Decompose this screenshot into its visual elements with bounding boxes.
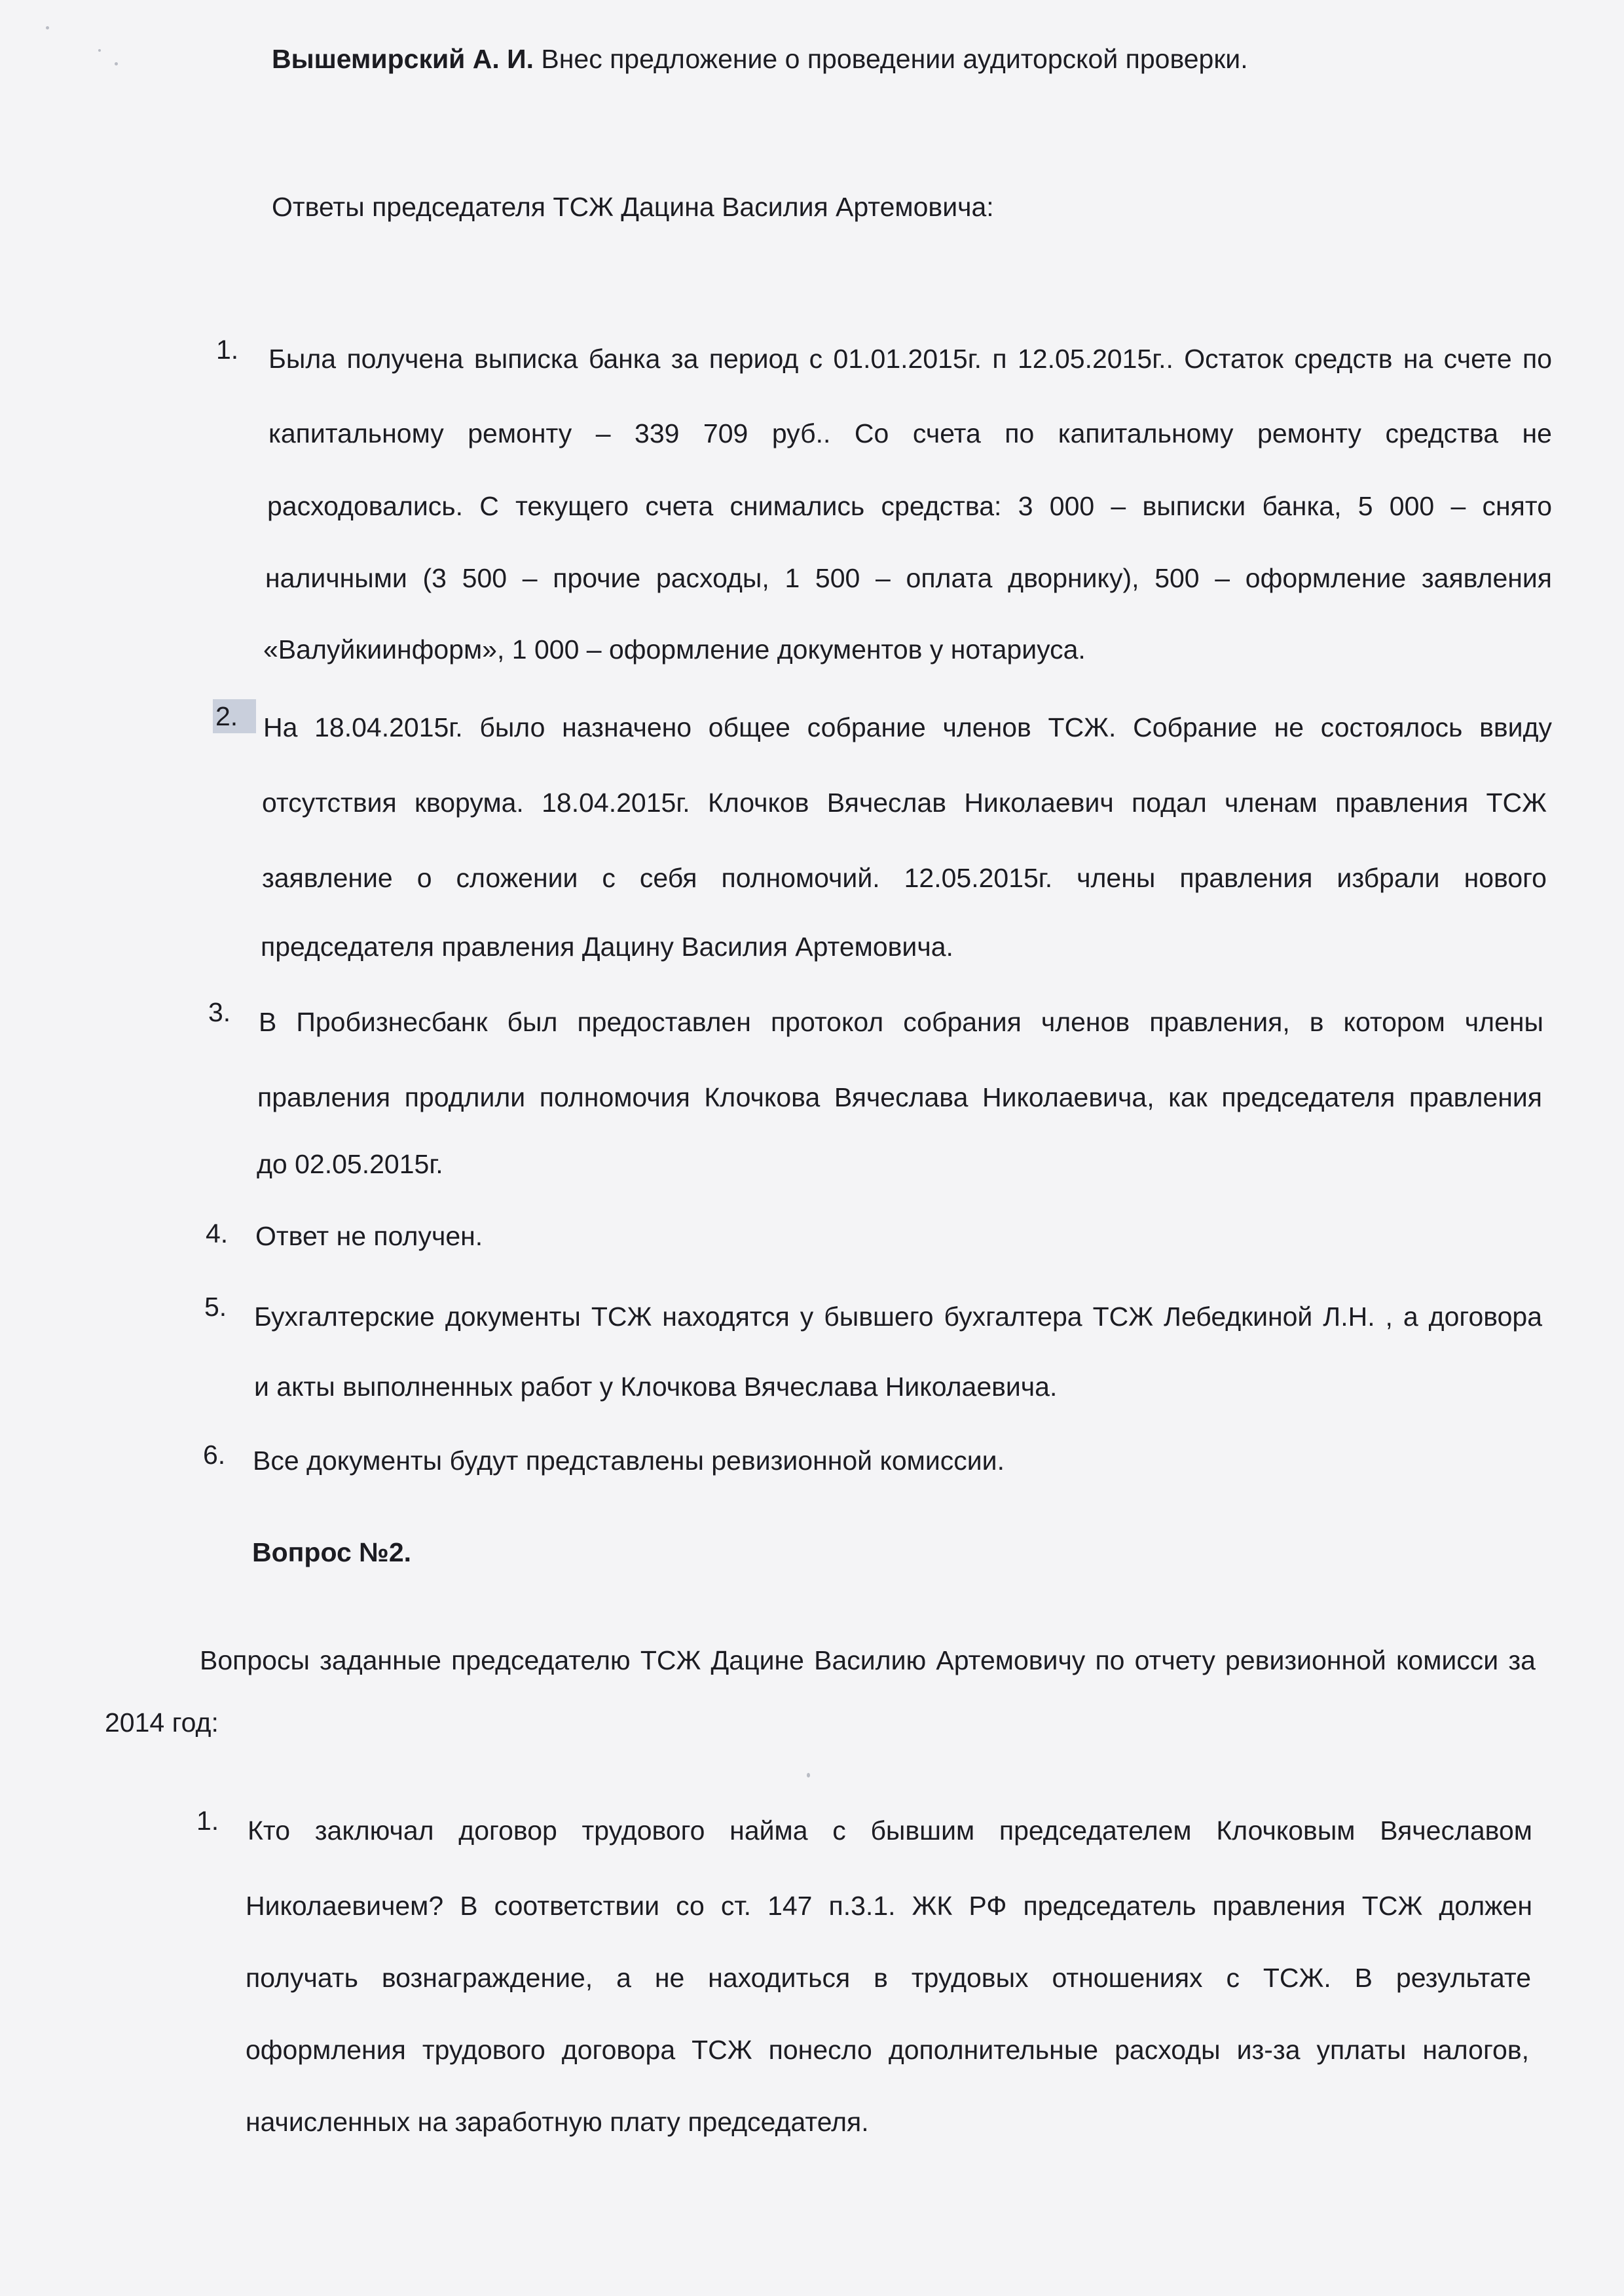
answer-2-line: отсутствия кворума. 18.04.2015г. Клочков Вячеслав Николаевич подал членам правления ТСЖ [262,788,1547,818]
intro-text: Внес предложение о проведении аудиторской проверки. [541,44,1248,74]
question-2-item-1-line: получать вознаграждение, а не находиться в трудовых отношениях с ТСЖ. В результате [246,1963,1531,1993]
question-2-item-1-line: Николаевичем? В соответствии со ст. 147 п.3.1. ЖК РФ председатель правления ТСЖ должен [246,1891,1532,1921]
answer-3-number: 3. [208,997,231,1027]
answer-6-line: Все документы будут представлены ревизионной комиссии. [253,1446,1005,1476]
answer-2-number: 2. [213,699,256,733]
question-2-item-1-line: начисленных на заработную плату председателя. [246,2107,869,2137]
answer-1-line: «Валуйкиинформ», 1 000 – оформление документов у нотариуса. [263,634,1086,665]
answer-5-line: Бухгалтерские документы ТСЖ находятся у бывшего бухгалтера ТСЖ Лебедкиной Л.Н. , а договора [254,1302,1542,1332]
answers-heading: Ответы председателя ТСЖ Дацина Василия Артемовича: [272,192,994,222]
answer-3-line: В Пробизнесбанк был предоставлен протокол собрания членов правления, в котором члены [259,1007,1543,1037]
question-2-item-1-line: Кто заключал договор трудового найма с бывшим председателем Клочковым Вячеславом [248,1815,1532,1846]
answer-5-number: 5. [204,1292,227,1322]
answer-1-line: капитальному ремонту – 339 709 руб.. Со счета по капитальному ремонту средства не [268,418,1552,448]
scan-speck [807,1773,810,1777]
answer-2-line: председателя правления Дацину Василия Артемовича. [261,932,953,962]
answer-6-number: 6. [203,1440,226,1470]
answer-5-line: и акты выполненных работ у Клочкова Вячеслава Николаевича. [254,1372,1058,1402]
answer-1-line: расходовались. С текущего счета снимались средства: 3 000 – выписки банка, 5 000 – снято [267,491,1552,521]
question-2-item-1-line: оформления трудового договора ТСЖ понесло дополнительные расходы из-за уплаты налогов, [246,2035,1529,2065]
answer-3-line: до 02.05.2015г. [257,1149,443,1179]
answer-1-number: 1. [216,335,239,365]
scan-speck [98,49,101,52]
answer-2-line: На 18.04.2015г. было назначено общее собрание членов ТСЖ. Собрание не состоялось ввиду [263,712,1552,742]
scan-speck [46,26,49,29]
intro-line [272,42,1248,76]
answer-3-line: правления продлили полномочия Клочкова Вячеслава Николаевича, как председателя правления [257,1082,1542,1112]
answer-2-line: заявление о сложении с себя полномочий. 12.05.2015г. члены правления избрали нового [262,863,1547,893]
intro-speaker: Вышемирский А. И. [272,44,534,74]
answer-1-line: Была получена выписка банка за период с 01.01.2015г. п 12.05.2015г.. Остаток средств на счете по [268,344,1552,374]
question-2-item-1-number: 1. [196,1806,219,1836]
question-2-heading: Вопрос №2. [252,1537,412,1567]
scan-speck [115,62,118,65]
answer-4-number: 4. [206,1218,229,1248]
question-2-intro-line: 2014 год: [105,1707,219,1738]
question-2-intro-line: Вопросы заданные председателю ТСЖ Дацине Василию Артемовичу по отчету ревизионной комисси за [200,1645,1536,1675]
answer-1-line: наличными (3 500 – прочие расходы, 1 500 – оплата дворнику), 500 – оформление заявления [265,563,1552,593]
answer-4-line: Ответ не получен. [255,1221,483,1251]
